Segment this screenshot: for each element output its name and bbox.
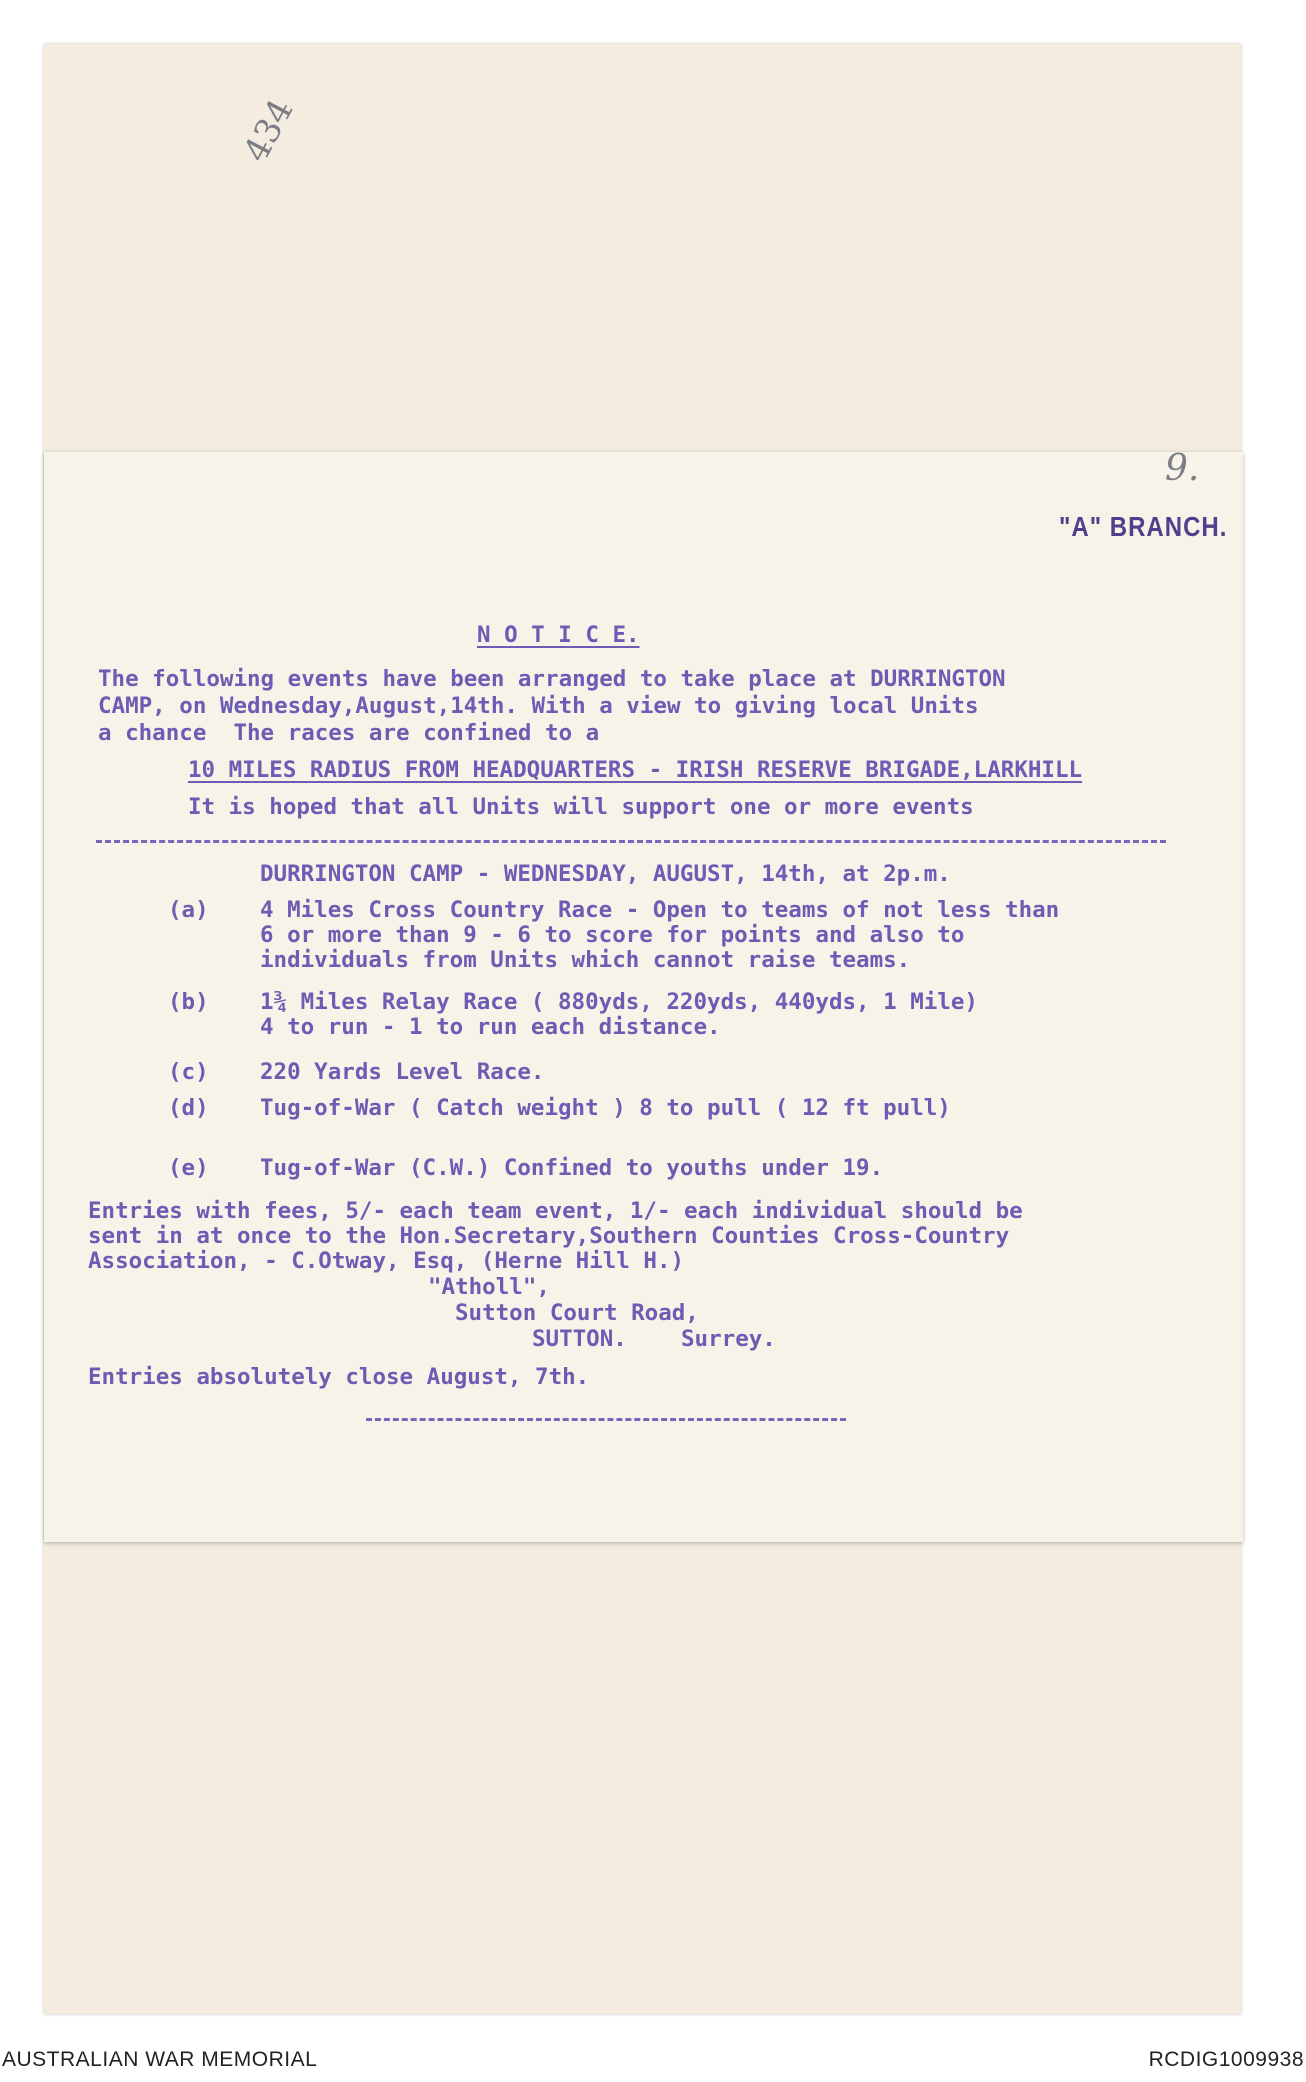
intro-line-1: The following events have been arranged to take place at DURRINGTON bbox=[98, 666, 1006, 692]
event-c-letter: (c) bbox=[168, 1059, 209, 1085]
entries-line-3: Association, - C.Otway, Esq, (Herne Hill H.) bbox=[88, 1248, 685, 1274]
notice-title: N O T I C E. bbox=[477, 622, 640, 648]
closing-line: Entries absolutely close August, 7th. bbox=[88, 1364, 590, 1390]
event-b-line-2: 4 to run - 1 to run each distance. bbox=[260, 1014, 721, 1040]
page-number: 9. bbox=[1165, 448, 1200, 489]
radius-line: 10 MILES RADIUS FROM HEADQUARTERS - IRISH RESERVE BRIGADE,LARKHILL bbox=[188, 757, 1083, 783]
event-a-line-3: individuals from Units which cannot raise teams. bbox=[260, 947, 911, 973]
folio-number: 434 bbox=[236, 92, 302, 169]
event-b-letter: (b) bbox=[168, 989, 209, 1015]
event-b-line-1: 1¾ Miles Relay Race ( 880yds, 220yds, 440yds, 1 Mile) bbox=[260, 989, 978, 1015]
event-a-letter: (a) bbox=[168, 897, 209, 923]
event-d-letter: (d) bbox=[168, 1095, 209, 1121]
address-line-1: "Atholl", bbox=[428, 1274, 550, 1300]
entries-line-2: sent in at once to the Hon.Secretary,Southern Counties Cross-Country bbox=[88, 1223, 1010, 1249]
address-line-3: SUTTON. Surrey. bbox=[532, 1326, 776, 1352]
entries-line-1: Entries with fees, 5/- each team event, 1/- each individual should be bbox=[88, 1198, 1023, 1224]
event-a-line-2: 6 or more than 9 - 6 to score for points and also to bbox=[260, 922, 965, 948]
event-d-line-1: Tug-of-War ( Catch weight ) 8 to pull ( 12 ft pull) bbox=[260, 1095, 951, 1121]
event-a-line-1: 4 Miles Cross Country Race - Open to teams of not less than bbox=[260, 897, 1060, 923]
event-subheading: DURRINGTON CAMP - WEDNESDAY, AUGUST, 14th, at 2p.m. bbox=[260, 861, 951, 887]
footer-credit: AUSTRALIAN WAR MEMORIAL bbox=[2, 2048, 318, 2071]
address-line-2: Sutton Court Road, bbox=[455, 1300, 699, 1326]
event-e-line-1: Tug-of-War (C.W.) Confined to youths under 19. bbox=[260, 1155, 884, 1181]
section-divider bbox=[96, 840, 1166, 843]
intro-line-3: a chance The races are confined to a bbox=[98, 720, 600, 746]
event-c-line-1: 220 Yards Level Race. bbox=[260, 1059, 545, 1085]
hope-line: It is hoped that all Units will support one or more events bbox=[188, 794, 974, 820]
branch-stamp: "A" BRANCH. bbox=[1059, 511, 1228, 543]
footer-id: RCDIG1009938 bbox=[1148, 2048, 1304, 2071]
event-e-letter: (e) bbox=[168, 1155, 209, 1181]
intro-line-2: CAMP, on Wednesday,August,14th. With a view to giving local Units bbox=[98, 693, 979, 719]
closing-divider bbox=[366, 1418, 846, 1421]
